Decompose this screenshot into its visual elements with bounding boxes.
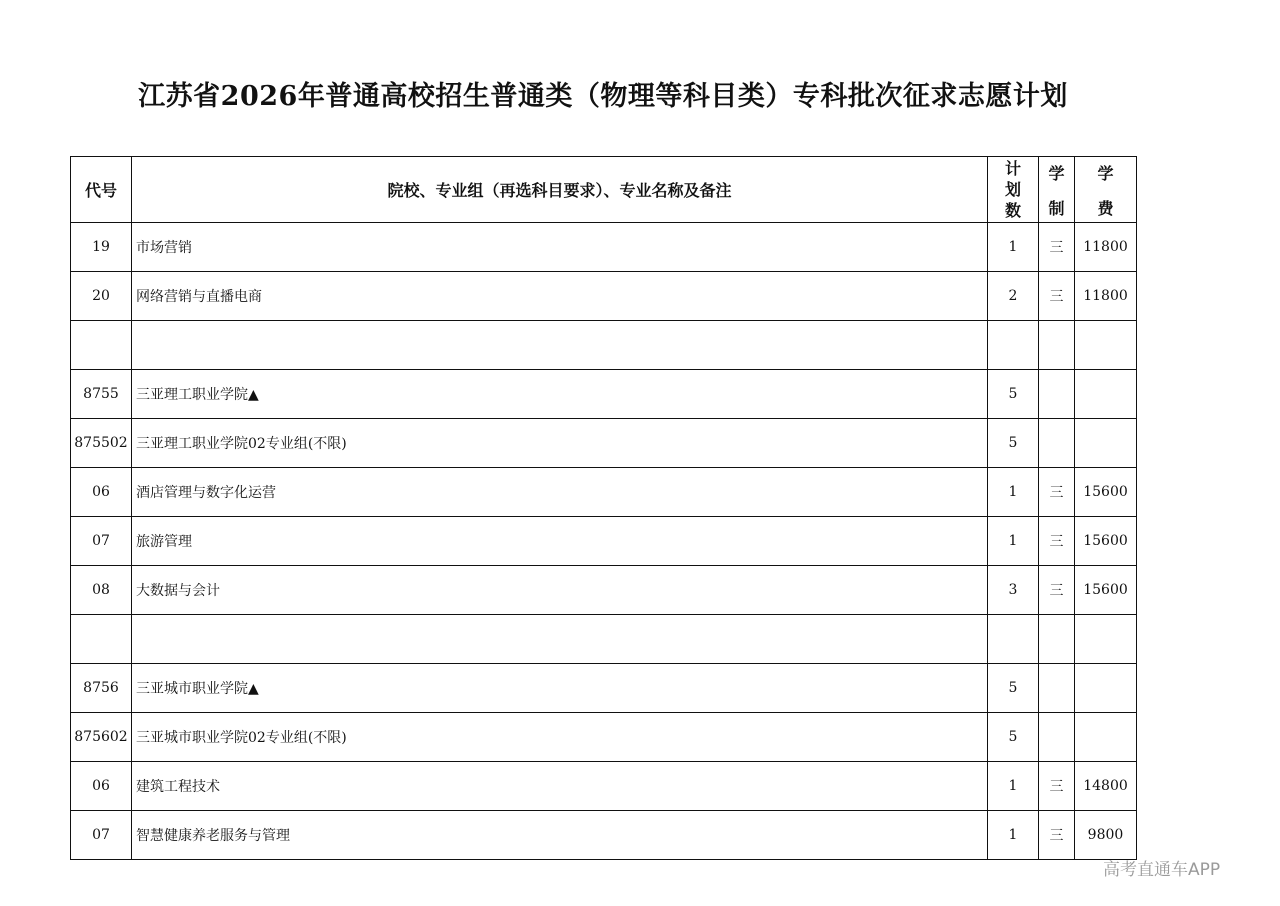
cell-plan: 1 bbox=[988, 811, 1039, 860]
enrollment-plan-table bbox=[70, 156, 1137, 860]
cell-fee: 15600 bbox=[1075, 517, 1137, 566]
header-duration-char-1: 学 bbox=[1048, 163, 1065, 183]
table-row bbox=[71, 517, 1137, 566]
cell-plan bbox=[988, 321, 1039, 370]
cell-name bbox=[132, 615, 988, 664]
cell-code: 875602 bbox=[71, 713, 132, 762]
cell-name: 三亚城市职业学院02专业组(不限) bbox=[132, 713, 988, 762]
cell-duration: 三 bbox=[1039, 272, 1075, 321]
cell-duration bbox=[1039, 664, 1075, 713]
table-row bbox=[71, 762, 1137, 811]
cell-name: 建筑工程技术 bbox=[132, 762, 988, 811]
header-name: 院校、专业组（再选科目要求）、专业名称及备注 bbox=[132, 157, 988, 223]
header-code: 代号 bbox=[71, 157, 132, 223]
cell-plan: 1 bbox=[988, 517, 1039, 566]
cell-code bbox=[71, 615, 132, 664]
table-row bbox=[71, 272, 1137, 321]
cell-name: 旅游管理 bbox=[132, 517, 988, 566]
page-title: 江苏省2026年普通高校招生普通类（物理等科目类）专科批次征求志愿计划 bbox=[138, 81, 1068, 112]
cell-name: 市场营销 bbox=[132, 223, 988, 272]
cell-duration: 三 bbox=[1039, 223, 1075, 272]
header-plan-char-2: 划 bbox=[1004, 179, 1021, 199]
cell-duration: 三 bbox=[1039, 566, 1075, 615]
cell-name: 三亚理工职业学院02专业组(不限) bbox=[132, 419, 988, 468]
cell-code: 8756 bbox=[71, 664, 132, 713]
cell-code: 06 bbox=[71, 762, 132, 811]
cell-name: 三亚理工职业学院▲ bbox=[132, 370, 988, 419]
cell-duration bbox=[1039, 321, 1075, 370]
table-header-row bbox=[71, 157, 1137, 223]
cell-fee bbox=[1075, 321, 1137, 370]
cell-fee bbox=[1075, 419, 1137, 468]
header-plan-char-3: 数 bbox=[1004, 200, 1021, 220]
cell-plan: 5 bbox=[988, 419, 1039, 468]
table-row bbox=[71, 223, 1137, 272]
cell-name bbox=[132, 321, 988, 370]
cell-plan: 5 bbox=[988, 370, 1039, 419]
cell-name: 大数据与会计 bbox=[132, 566, 988, 615]
cell-duration bbox=[1039, 615, 1075, 664]
cell-code: 19 bbox=[71, 223, 132, 272]
cell-code: 20 bbox=[71, 272, 132, 321]
cell-fee bbox=[1075, 615, 1137, 664]
table-row bbox=[71, 321, 1137, 370]
table-row bbox=[71, 419, 1137, 468]
table-row bbox=[71, 615, 1137, 664]
cell-fee bbox=[1075, 370, 1137, 419]
cell-duration bbox=[1039, 419, 1075, 468]
cell-plan: 1 bbox=[988, 223, 1039, 272]
cell-name: 智慧健康养老服务与管理 bbox=[132, 811, 988, 860]
cell-plan: 1 bbox=[988, 468, 1039, 517]
cell-code: 07 bbox=[71, 517, 132, 566]
watermark: 高考直通车APP bbox=[1103, 860, 1221, 880]
cell-code: 8755 bbox=[71, 370, 132, 419]
cell-fee: 9800 bbox=[1075, 811, 1137, 860]
cell-plan: 1 bbox=[988, 762, 1039, 811]
table-body bbox=[71, 223, 1137, 860]
cell-plan: 2 bbox=[988, 272, 1039, 321]
cell-fee bbox=[1075, 713, 1137, 762]
header-fee-char-1: 学 bbox=[1097, 163, 1114, 183]
cell-code: 08 bbox=[71, 566, 132, 615]
cell-code: 06 bbox=[71, 468, 132, 517]
table-row bbox=[71, 566, 1137, 615]
header-duration-char-2: 制 bbox=[1048, 198, 1065, 218]
cell-code: 07 bbox=[71, 811, 132, 860]
header-plan-char-1: 计 bbox=[1004, 158, 1021, 178]
cell-name: 三亚城市职业学院▲ bbox=[132, 664, 988, 713]
header-duration bbox=[1039, 157, 1075, 223]
cell-fee: 14800 bbox=[1075, 762, 1137, 811]
cell-name: 酒店管理与数字化运营 bbox=[132, 468, 988, 517]
table-row bbox=[71, 713, 1137, 762]
table-row bbox=[71, 468, 1137, 517]
table-row bbox=[71, 370, 1137, 419]
cell-duration: 三 bbox=[1039, 517, 1075, 566]
header-fee-char-2: 费 bbox=[1097, 198, 1114, 218]
cell-plan: 5 bbox=[988, 664, 1039, 713]
cell-code: 875502 bbox=[71, 419, 132, 468]
cell-fee bbox=[1075, 664, 1137, 713]
cell-plan bbox=[988, 615, 1039, 664]
cell-duration: 三 bbox=[1039, 762, 1075, 811]
cell-duration: 三 bbox=[1039, 468, 1075, 517]
cell-fee: 11800 bbox=[1075, 272, 1137, 321]
cell-fee: 15600 bbox=[1075, 566, 1137, 615]
table-row bbox=[71, 811, 1137, 860]
table-row bbox=[71, 664, 1137, 713]
cell-plan: 5 bbox=[988, 713, 1039, 762]
cell-name: 网络营销与直播电商 bbox=[132, 272, 988, 321]
cell-plan: 3 bbox=[988, 566, 1039, 615]
header-fee bbox=[1075, 157, 1137, 223]
cell-duration bbox=[1039, 370, 1075, 419]
cell-duration: 三 bbox=[1039, 811, 1075, 860]
header-plan bbox=[988, 157, 1039, 223]
cell-fee: 11800 bbox=[1075, 223, 1137, 272]
cell-code bbox=[71, 321, 132, 370]
cell-fee: 15600 bbox=[1075, 468, 1137, 517]
cell-duration bbox=[1039, 713, 1075, 762]
